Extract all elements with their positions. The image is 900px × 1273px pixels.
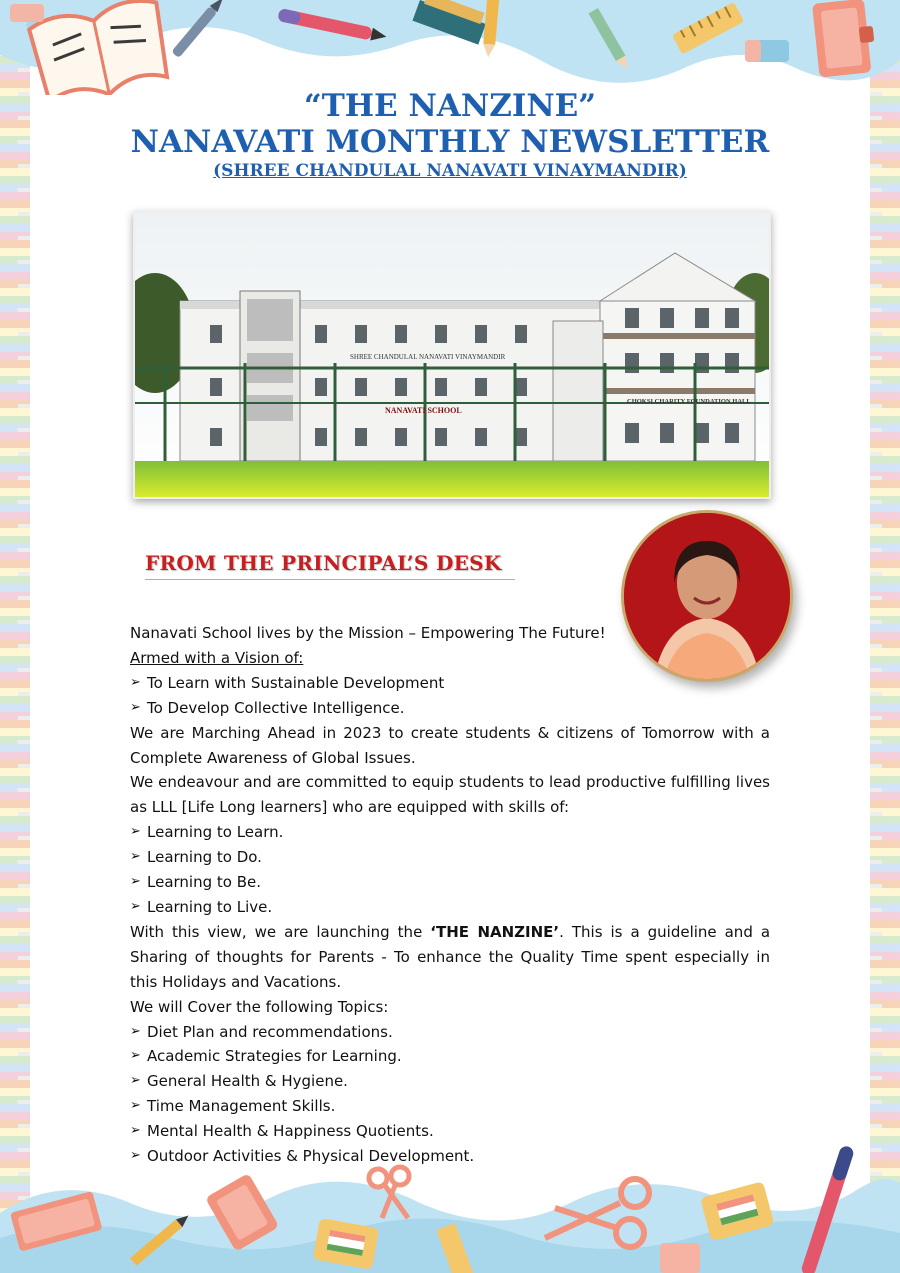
list-item: ➢ General Health & Hygiene. [130,1069,770,1094]
school-name: (SHREE CHANDULAL NANAVATI VINAYMANDIR) [213,161,687,181]
list-item: ➢ Diet Plan and recommendations. [130,1020,770,1045]
nanzine-name: ‘THE NANZINE’ [430,922,560,941]
sticky-note-icon [660,1243,700,1273]
heading-underline [145,579,515,580]
eraser-icon [745,40,789,62]
top-stationery-banner [0,0,900,95]
list-item: ➢ Learning to Be. [130,870,770,895]
list-item: ➢ Learning to Learn. [130,820,770,845]
right-pencil-border [870,0,900,1273]
sign-vinaymandir: SHREE CHANDULAL NANAVATI VINAYMANDIR [350,353,506,361]
newsletter-header [0,88,900,182]
newsletter-subtitle-main: NANAVATI MONTHLY NEWSLETTER [130,124,770,160]
principal-message [130,621,770,1169]
sign-charity-hall: CHOKSI CHARITY FOUNDATION HALL [627,398,751,405]
vision-heading: Armed with a Vision of: [130,648,304,667]
list-item: ➢ Outdoor Activities & Physical Development. [130,1144,770,1169]
skills-list [130,820,770,920]
launch-text [130,920,770,995]
list-item: ➢ Learning to Do. [130,845,770,870]
vision-list [130,671,770,721]
left-pencil-border [0,0,30,1273]
list-item: ➢ Academic Strategies for Learning. [130,1044,770,1069]
sign-nanavati-school: NANAVATI SCHOOL [385,406,462,415]
marching-text: We are Marching Ahead in 2023 to create students & citizens of Tomorrow with a Complete Awareness of Global Issues. [130,723,770,767]
launch-text-start: With this view, we are launching the [130,922,431,941]
school-building-photo [133,211,771,499]
topics-heading: We will Cover the following Topics: [130,997,389,1016]
list-item: ➢ To Develop Collective Intelligence. [130,696,770,721]
endeavour-text: We endeavour and are committed to equip students to lead productive fulfilling lives as LLL [Life Long learners] who are equipped with skills of: [130,773,770,817]
list-item: ➢ Learning to Live. [130,895,770,920]
list-item: ➢ Time Management Skills. [130,1094,770,1119]
principal-desk-heading: FROM THE PRINCIPAL’S DESK [145,551,502,575]
school-building-illustration [135,213,769,497]
mission-text: Nanavati School lives by the Mission – Empowering The Future! [130,624,606,642]
newsletter-title: “THE NANZINE” [303,88,597,124]
sticky-note-icon [10,4,44,22]
list-item: ➢ To Learn with Sustainable Development [130,671,770,696]
bottom-stationery-banner [0,1143,900,1273]
list-item: ➢ Mental Health & Happiness Quotients. [130,1119,770,1144]
launch-text-end: . This is a guideline and a Sharing of thoughts for Parents - To enhance the Quality Time spent especially in this Holidays and Vacations. [130,922,771,991]
